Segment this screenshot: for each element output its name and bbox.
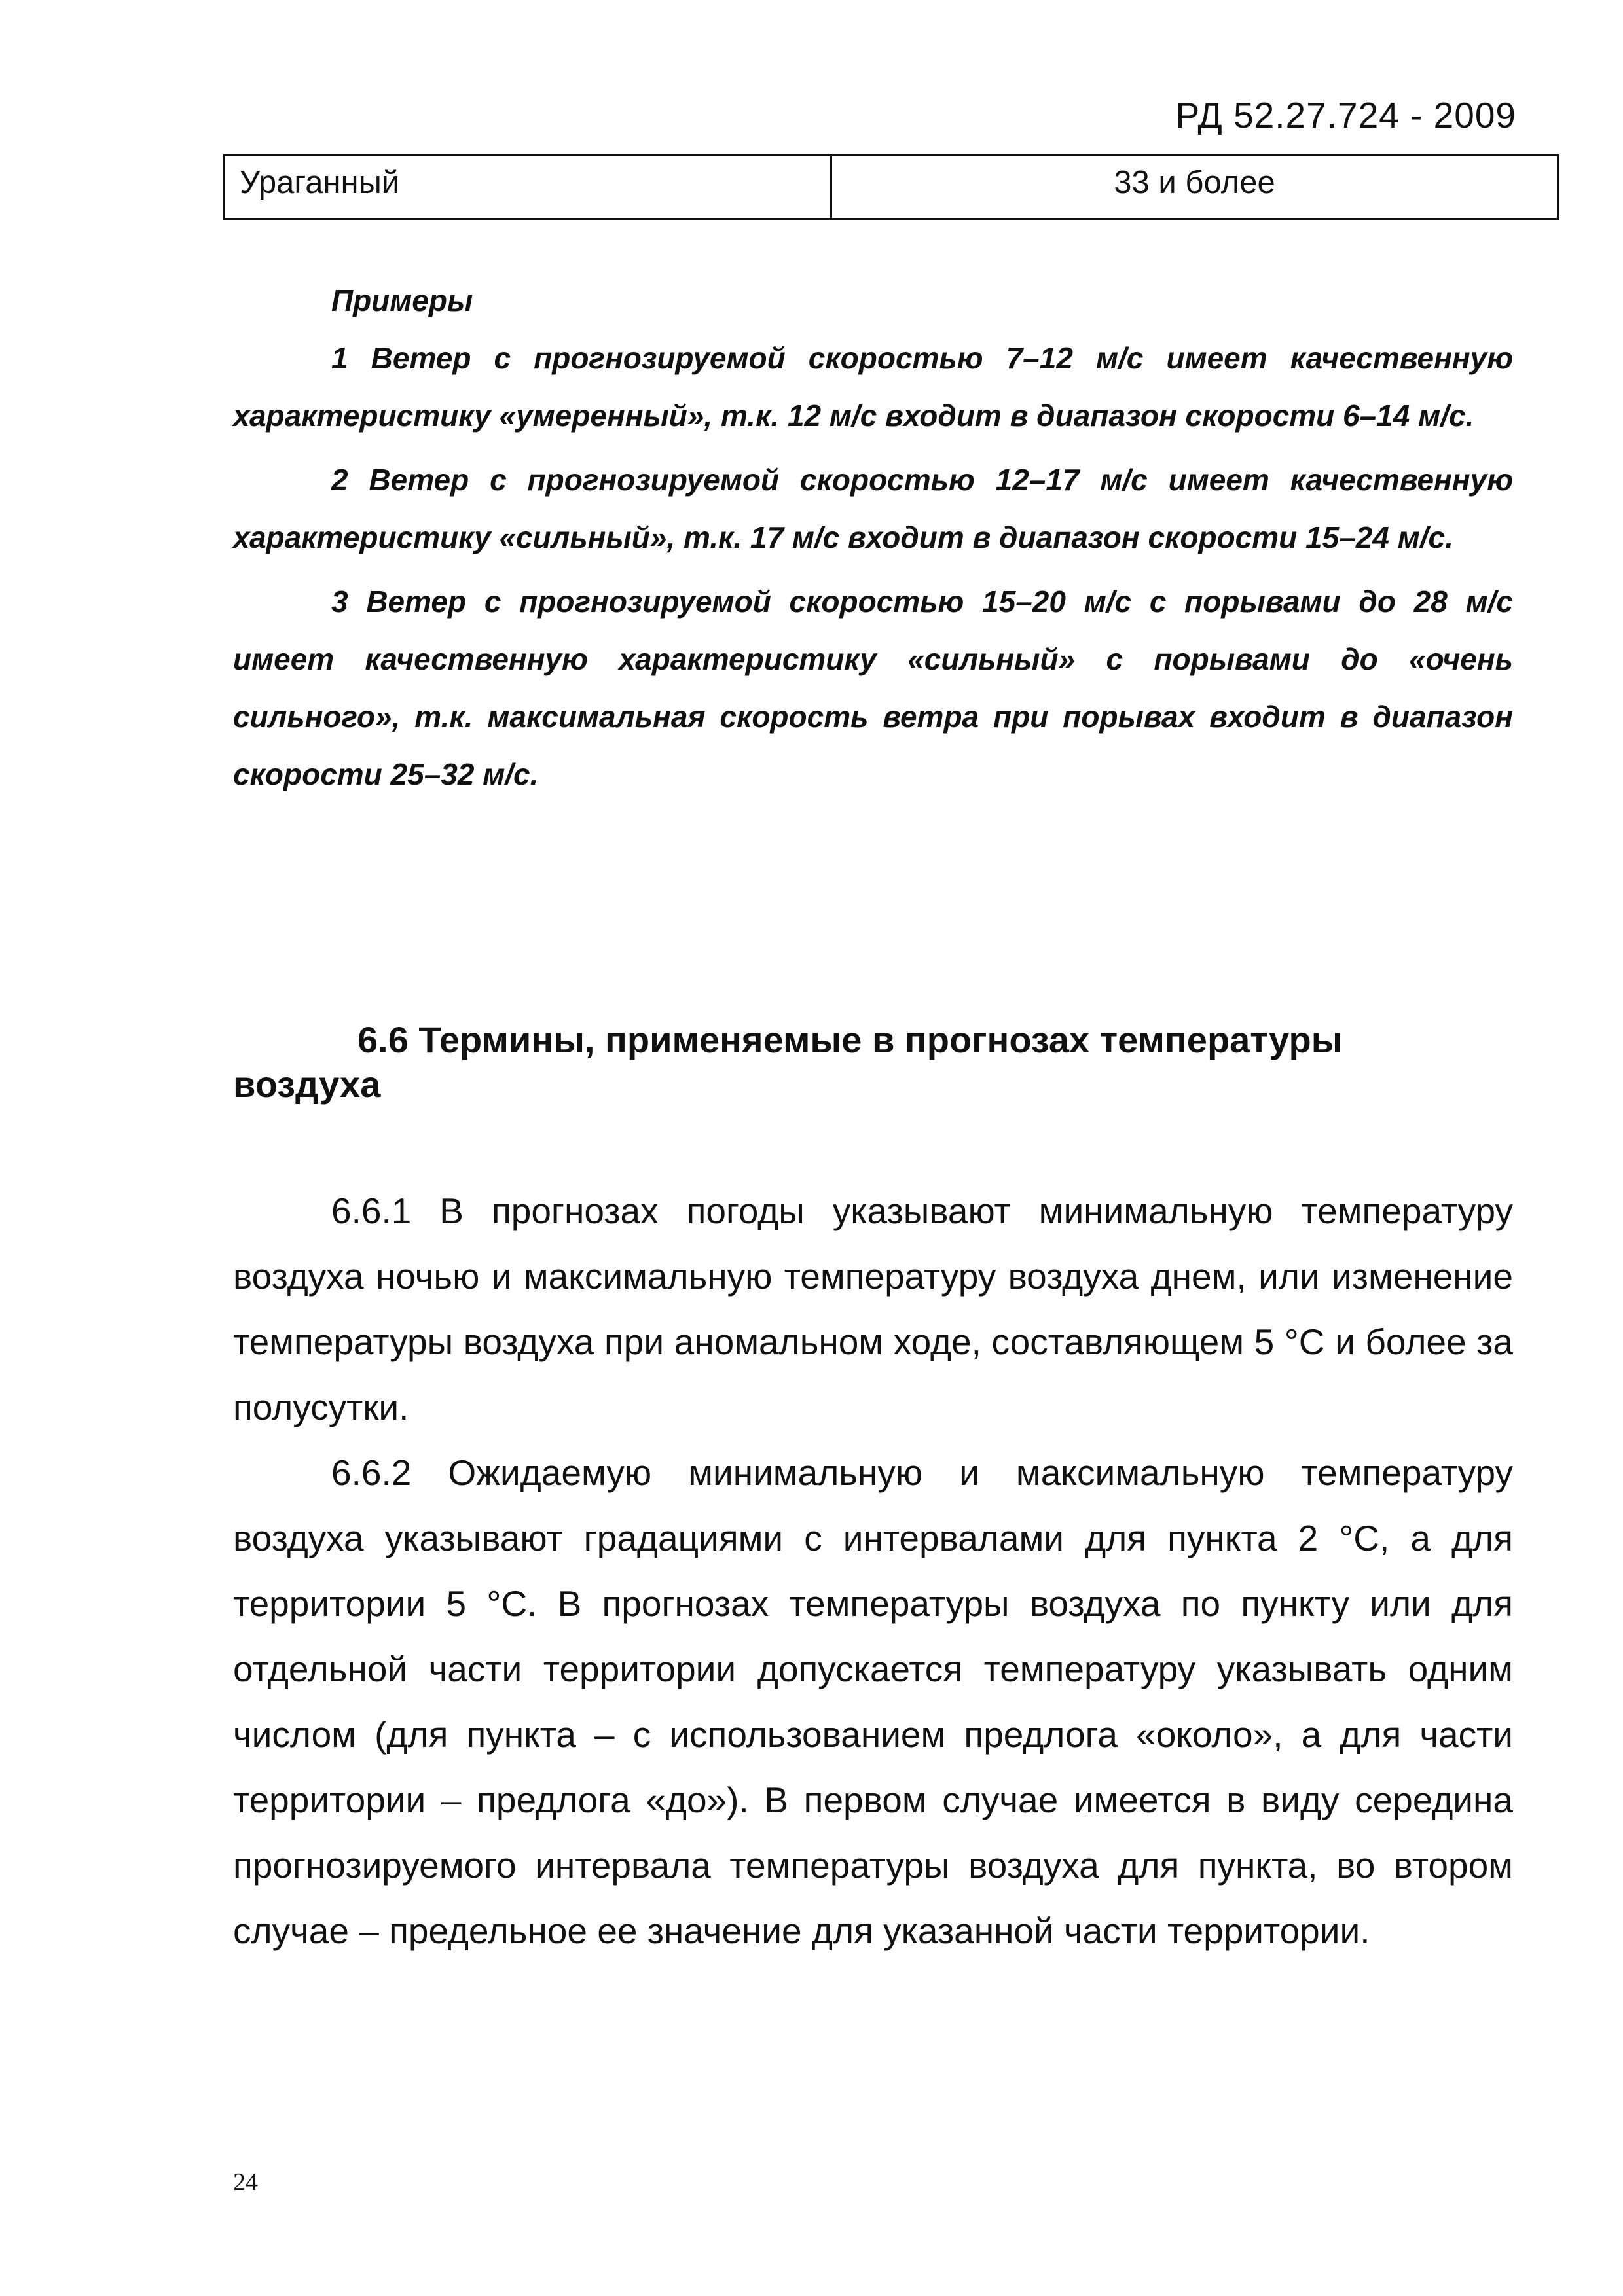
- wind-characteristics-table: [223, 154, 1559, 220]
- section-heading: [233, 1018, 1513, 1107]
- table-cell-term: Ураганный: [225, 156, 831, 219]
- page-number: 24: [233, 2168, 258, 2196]
- section-heading-line-2: воздуха: [233, 1064, 381, 1105]
- example-item: 3 Ветер с прогнозируемой скоростью 15–20 м/с с порывами до 28 м/с имеет качественную характеристику «сильный» с порывами до «очень сильного», т.к. максимальная скорость ветра при порывах входит в диапазон скорости 25–32 м/с.: [233, 584, 1513, 791]
- table-cell-value: 33 и более: [831, 156, 1558, 219]
- section-heading-line-1: 6.6 Термины, применяемые в прогнозах температуры: [357, 1019, 1343, 1060]
- paragraph: 6.6.1 В прогнозах погоды указывают минимальную температуру воздуха ночью и максимальную температуру воздуха днем, или изменение температуры воздуха при аномальном ходе, составляющем 5 °С и более за полусутки.: [233, 1191, 1513, 1427]
- paragraph: 6.6.2 Ожидаемую минимальную и максимальную температуру воздуха указывают градациями с интервалами для пункта 2 °С, а для территории 5 °С. В прогнозах температуры воздуха по пункту или для отдельной части территории допускается температуру указывать одним числом (для пункта – с использованием предлога «около», а для части территории – предлога «до»). В первом случае имеется в виду середина прогнозируемого интервала температуры воздуха для пункта, во втором случае – предельное ее значение для указанной части территории.: [233, 1452, 1513, 1951]
- examples-title: Примеры: [331, 283, 473, 317]
- examples-block: [233, 272, 1513, 803]
- example-item: 2 Ветер с прогнозируемой скоростью 12–17 м/с имеет качественную характеристику «сильный», т.к. 17 м/с входит в диапазон скорости 15–24 м/с.: [233, 463, 1513, 554]
- document-code: РД 52.27.724 - 2009: [1175, 95, 1516, 135]
- section-body: [233, 1178, 1513, 1964]
- table-row: [225, 156, 1558, 219]
- example-item: 1 Ветер с прогнозируемой скоростью 7–12 м/с имеет качественную характеристику «умеренный», т.к. 12 м/с входит в диапазон скорости 6–14 м/с.: [233, 341, 1513, 433]
